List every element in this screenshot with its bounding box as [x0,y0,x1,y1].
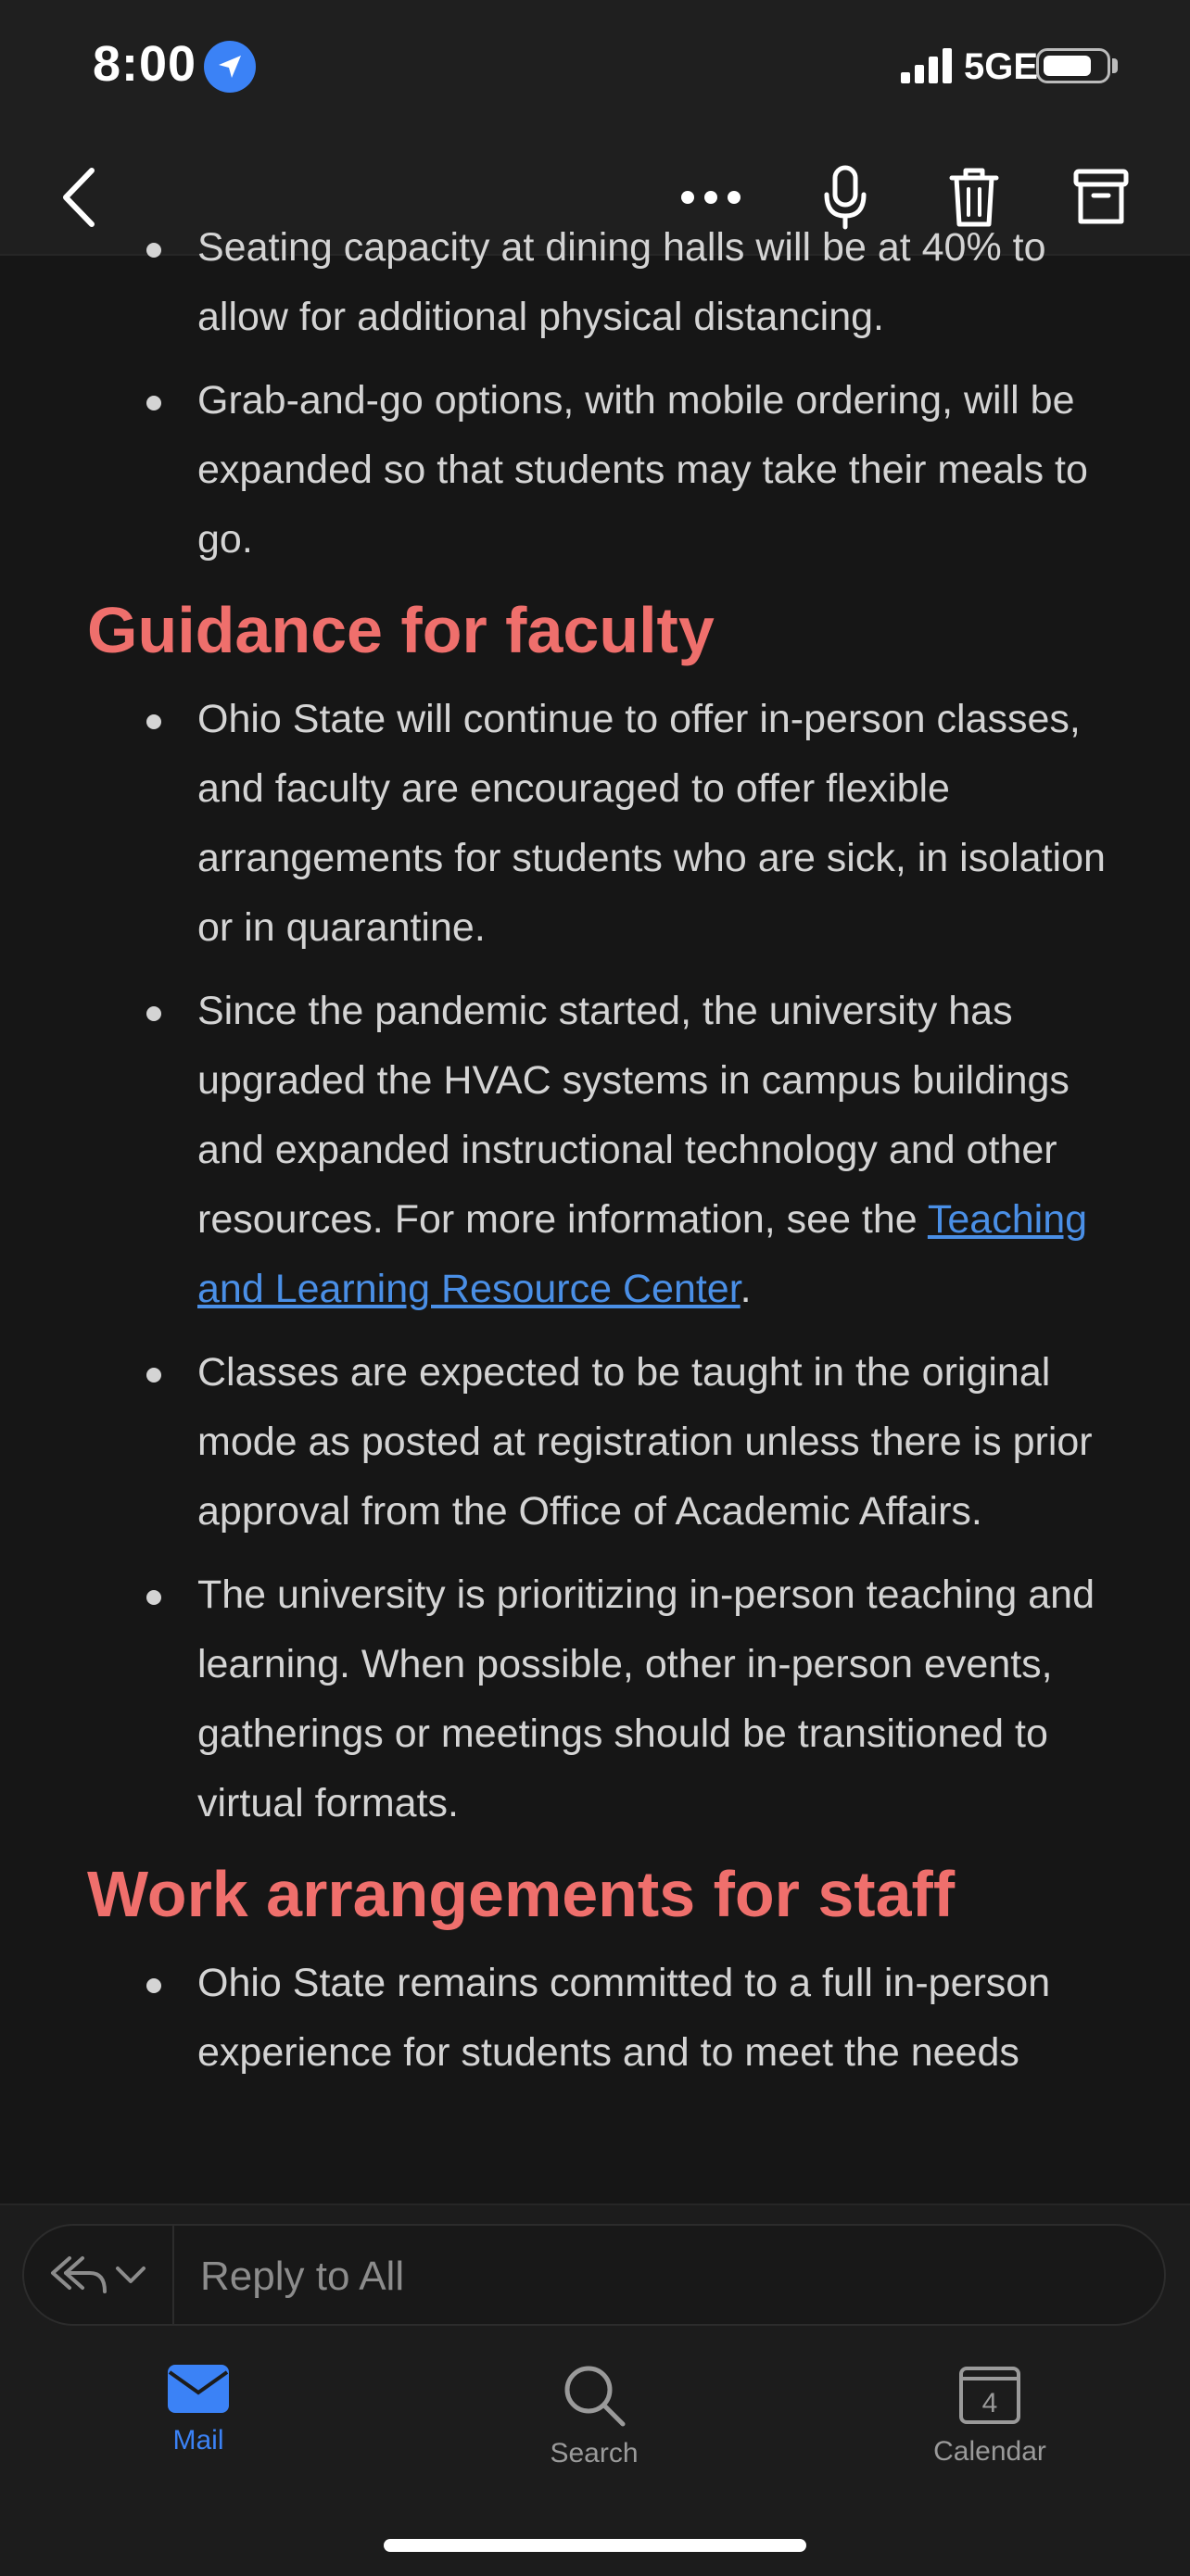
mail-icon [166,2363,231,2415]
battery-nub [1112,58,1118,73]
signal-bars-icon [899,46,964,85]
tab-label: Search [550,2438,639,2469]
list-item: Seating capacity at dining halls will be at 40% to allow for additional physical distancing. [197,213,1106,352]
resource-center-link[interactable]: Teaching and Learning Resource Center [197,1197,1088,1311]
search-icon [562,2363,627,2428]
tab-label: Mail [172,2425,224,2456]
list-item: Ohio State remains committed to a full in-person experience for students and to meet the needs [197,1949,1106,2088]
faculty-list [0,685,1106,1838]
list-item-text: . [740,1267,752,1311]
home-indicator[interactable] [384,2539,806,2552]
battery-icon [1036,48,1110,83]
tab-label: Calendar [933,2436,1046,2467]
list-item-text: Since the pandemic started, the university has upgraded the HVAC systems in campus buildings and expanded instructional technology and other resources. For more information, see the [197,989,1070,1242]
reply-options-button[interactable] [24,2226,174,2324]
reply-bar[interactable] [22,2224,1166,2326]
staff-heading: Work arrangements for staff [87,1858,956,1930]
reply-all-icon [49,2254,108,2295]
list-item [197,977,1106,1324]
dining-list [0,213,1106,575]
reply-input[interactable]: Reply to All [200,2254,405,2299]
list-item: The university is prioritizing in-person teaching and learning. When possible, other in-person events, gatherings or meetings should be transitioned to virtual formats. [197,1560,1106,1838]
tab-search[interactable] [501,2363,687,2469]
list-item: Ohio State will continue to offer in-person classes, and faculty are encouraged to offer flexible arrangements for students who are sick, in isolation or in quarantine. [197,685,1106,963]
battery-level [1044,56,1091,76]
list-item: Classes are expected to be taught in the original mode as posted at registration unless there is prior approval from the Office of Academic Affairs. [197,1338,1106,1547]
status-time: 8:00 [93,36,197,92]
email-body [0,225,1190,2202]
tab-mail[interactable] [106,2363,291,2456]
calendar-icon [958,2363,1021,2426]
calendar-day: 4 [981,2388,998,2418]
more-dots-icon [678,188,743,207]
faculty-heading: Guidance for faculty [87,594,715,666]
tab-calendar[interactable] [897,2363,1082,2468]
staff-list [0,1949,1106,2088]
status-bar [0,0,1190,139]
bottom-panel [0,2203,1190,2576]
chevron-down-icon [114,2265,147,2285]
network-label: 5GE [964,46,1039,87]
location-arrow-icon [204,41,256,93]
list-item: Grab-and-go options, with mobile ordering, will be expanded so that students may take their meals to go. [197,366,1106,575]
